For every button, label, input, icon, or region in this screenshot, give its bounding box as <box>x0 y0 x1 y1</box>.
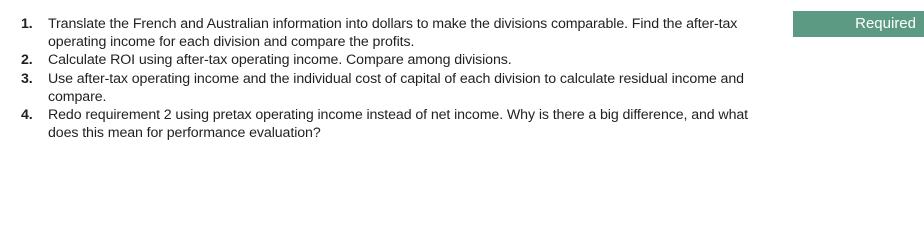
requirement-text: Calculate ROI using after-tax operating income. Compare among divisions. <box>48 52 512 69</box>
requirement-item <box>21 15 761 51</box>
requirements-list <box>21 15 761 142</box>
requirement-item <box>21 51 761 69</box>
required-badge: Required <box>793 11 924 37</box>
requirement-text: Translate the French and Australian information into dollars to make the divisions comparable. Find the after-tax operating income for each division and compare the profits. <box>48 16 738 51</box>
requirement-number: 3. <box>21 70 33 87</box>
requirement-text: Use after-tax operating income and the individual cost of capital of each division to calculate residual income and compare. <box>48 70 744 105</box>
requirement-item <box>21 70 761 106</box>
requirement-number: 4. <box>21 107 33 124</box>
requirement-number: 1. <box>21 16 33 32</box>
requirement-number: 2. <box>21 52 33 69</box>
requirement-item <box>21 106 761 142</box>
requirement-text: Redo requirement 2 using pretax operating income instead of net income. Why is there a big difference, and what does this mean for performance evaluation? <box>48 107 749 142</box>
